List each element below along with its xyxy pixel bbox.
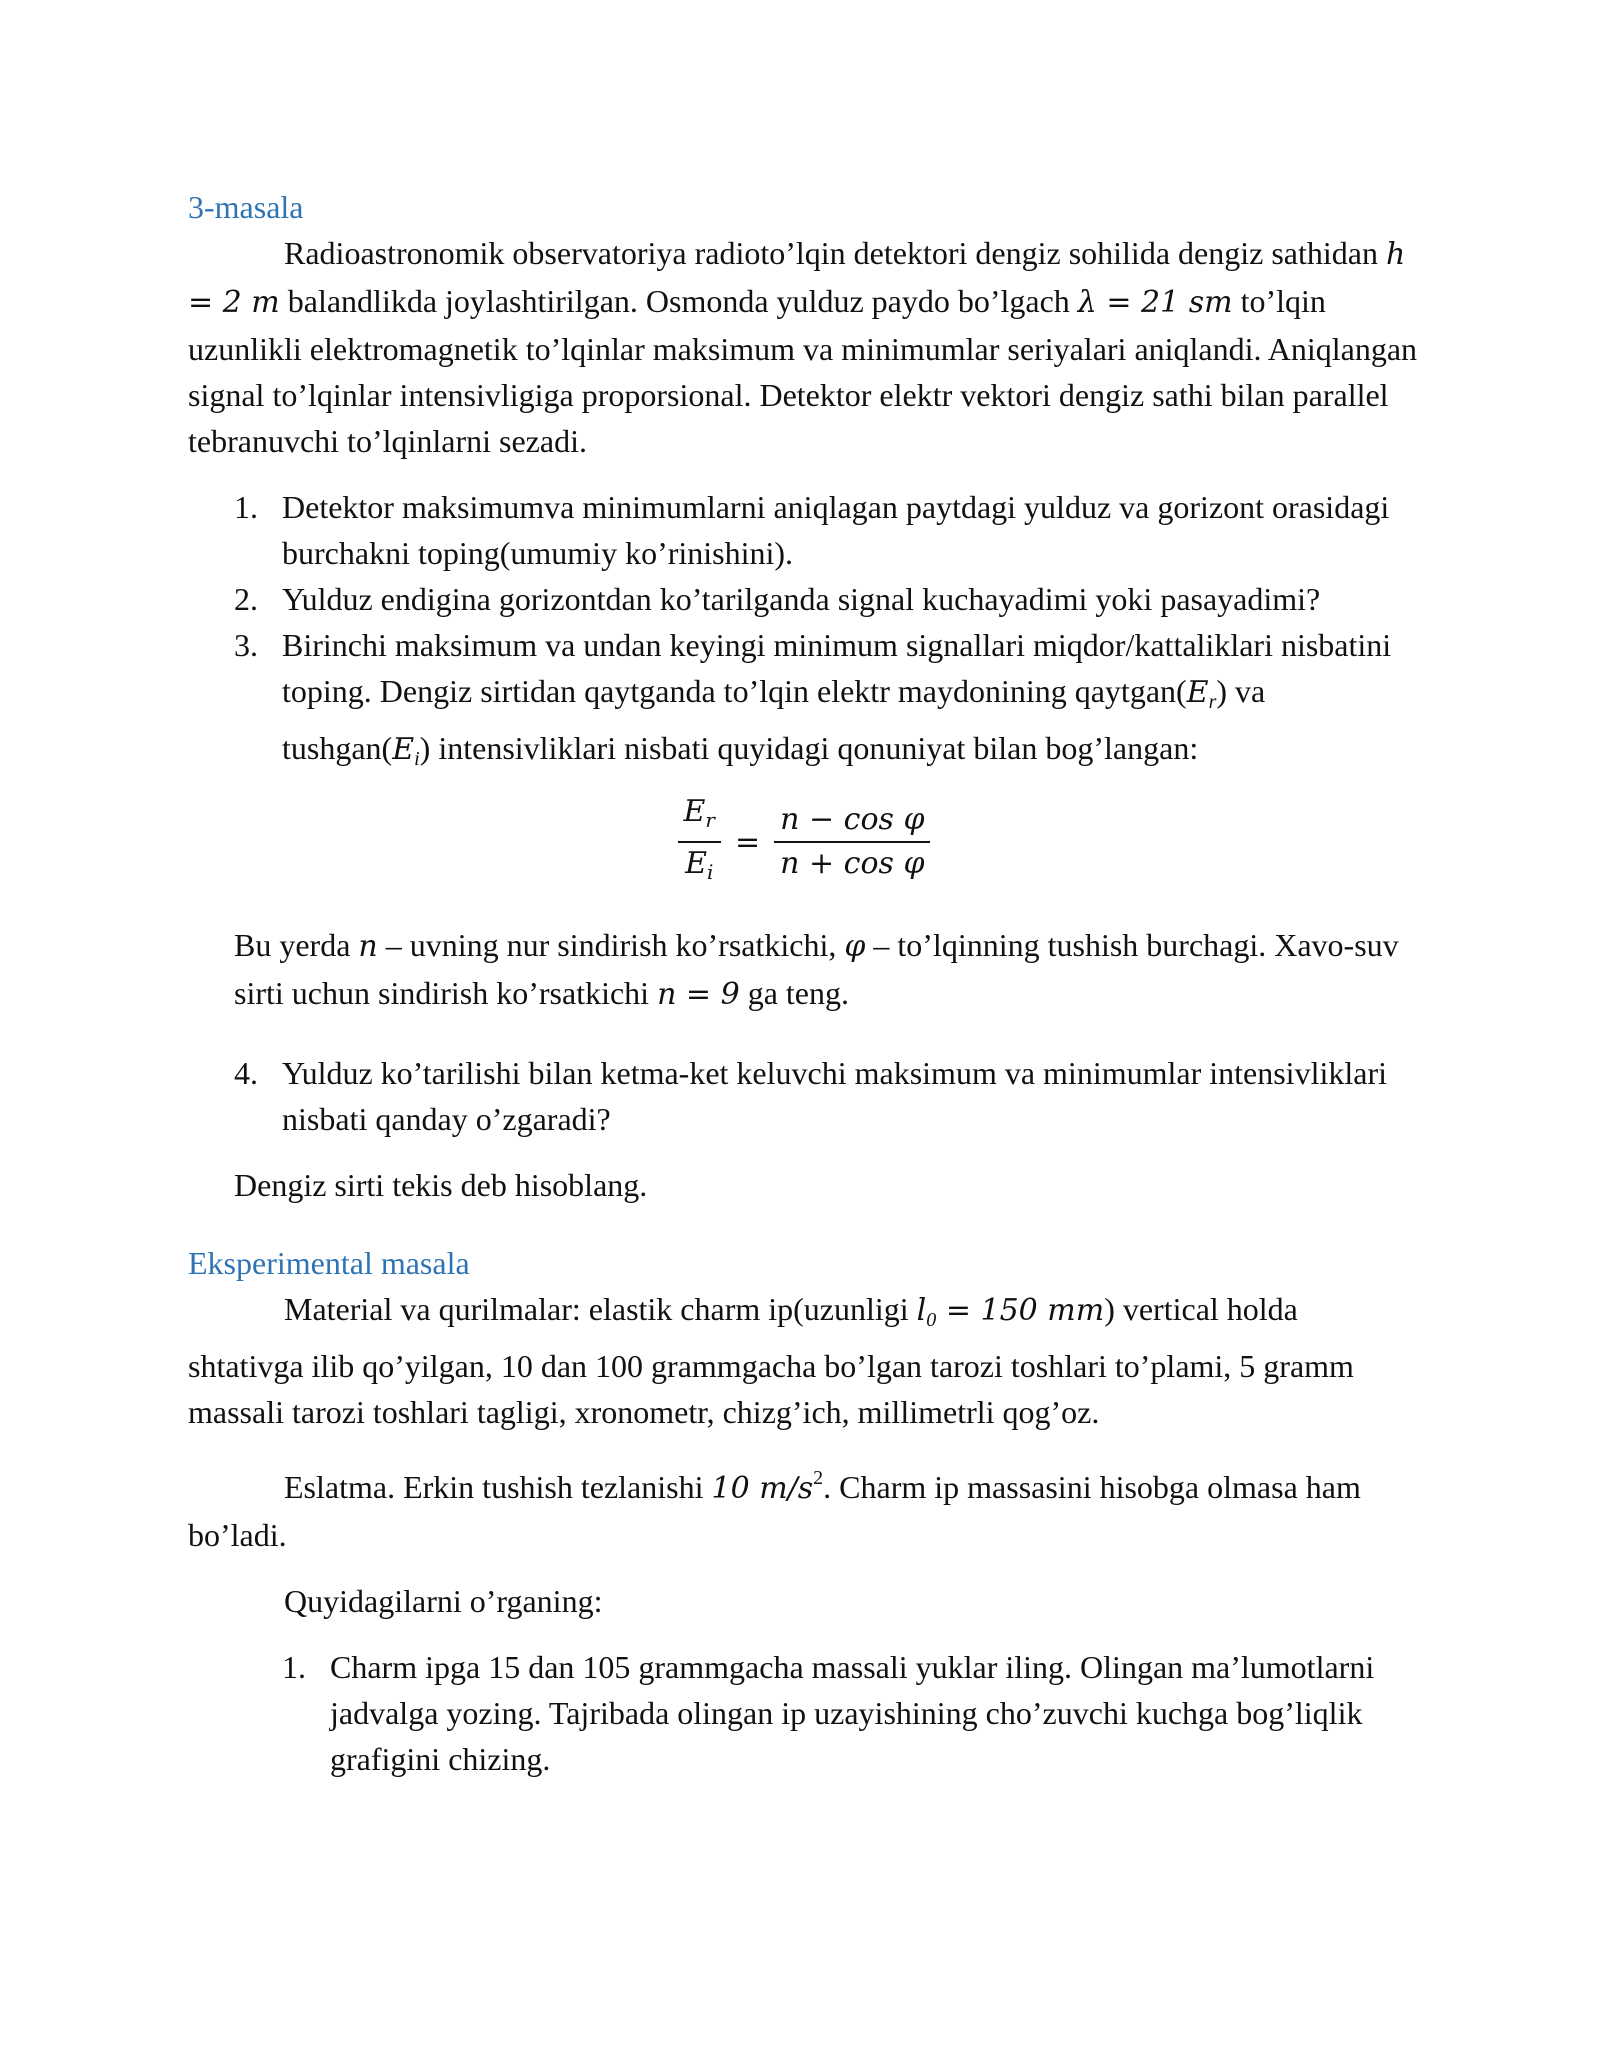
item3-text-b: ) va tushgan( [282,673,1266,766]
length-symbol: l [916,1293,927,1328]
list-item [234,1050,1420,1142]
formula-rhs-denominator: n + cos φ [780,846,925,881]
note-paragraph [188,1455,1420,1558]
list-item-number: 4. [234,1055,258,1091]
note-text-b: . Charm ip massasini hisobga olmasa ham bo’ladi. [188,1469,1361,1553]
question-list [234,484,1420,782]
list-item-text: Charm ipga 15 dan 105 grammgacha massali yuklar iling. Olingan ma’lumotlarni jadvalga yozing. Tajribada olingan ip uzayishining cho’zuvchi kuchga bog’liqlik grafigini chizing. [330,1649,1375,1777]
explanation-text-d: ga teng. [739,975,849,1011]
materials-paragraph [188,1286,1420,1435]
reflected-field-symbol: E [1186,675,1209,710]
document-page [188,184,1420,1782]
problem-intro-paragraph [188,230,1420,464]
section-heading-experimental: Eksperimental masala [188,1245,470,1281]
length-value: = 150 mm [936,1293,1105,1328]
note-text-a: Eslatma. Erkin tushish tezlanishi [284,1469,712,1505]
list-item-text: Yulduz endigina gorizontdan ko’tarilganda signal kuchayadimi yoki pasayadimi? [282,581,1321,617]
explanation-text-c: – to’lqinning tushish burchagi. Xavo-suv sirti uchun sindirish ko’rsatkichi [234,927,1399,1011]
explanation-text-b: – uvning nur sindirish ko’rsatkichi, [377,927,845,963]
study-instruction: Quyidagilarni o’rganing: [284,1583,603,1619]
length-subscript: 0 [926,1309,937,1331]
explanation-text-a: Bu yerda [234,927,359,963]
formula-lhs-denominator-subscript: i [707,860,714,884]
list-item-number: 1. [282,1649,306,1685]
fresnel-formula [188,794,1420,890]
gravity-exponent: 2 [813,1467,824,1489]
refractive-index-value: n = 9 [657,977,740,1012]
formula-rhs-numerator: n − cos φ [780,802,925,837]
reflected-field-subscript: r [1208,691,1217,713]
formula-rhs-fraction [774,799,930,885]
formula-equals-sign: = [734,824,761,860]
list-item-number: 1. [234,489,258,525]
wavelength-equation: λ = 21 sm [1077,285,1233,320]
height-equation: h = 2 m [188,237,1406,320]
formula-explanation [234,922,1420,1018]
formula-lhs-numerator: E [683,794,706,829]
list-item [234,622,1420,782]
incident-field-subscript: i [414,748,420,770]
list-item-text: Detektor maksimumva minimumlarni aniqlagan paytdagi yulduz va gorizont orasidagi burchakni toping(umumiy ko’rinishini). [282,489,1390,571]
question-list-continued [234,1050,1420,1142]
intro-text-b: balandlikda joylashtirilgan. Osmonda yulduz paydo bo’lgach [279,283,1078,319]
incident-field-symbol: E [392,732,415,767]
item3-text-c: ) intensivliklari nisbati quyidagi qonuniyat bilan bog’langan: [419,730,1199,766]
materials-text-b: ) vertical holda shtativga ilib qo’yilgan, 10 dan 100 grammgacha bo’lgan tarozi toshlari to’plami, 5 gramm massali tarozi toshlari tagligi, xronometr, chizg’ich, millimetrli qog’oz. [188,1291,1354,1430]
gravity-value: 10 m/s [711,1471,814,1506]
refractive-index-symbol: n [358,929,378,964]
angle-symbol: φ [844,929,866,964]
formula-lhs-denominator: E [685,846,707,881]
list-item [234,576,1420,622]
experiment-task-list [282,1644,1420,1782]
item3-text-a: Birinchi maksimum va undan keyingi minimum signallari miqdor/kattaliklari nisbatini toping. Dengiz sirtidan qaytganda to’lqin elektr maydonining qaytgan( [282,627,1392,709]
section-heading-problem-3: 3-masala [188,189,304,225]
formula-lhs-fraction [678,791,721,893]
list-item [234,484,1420,576]
list-item-text: Yulduz ko’tarilishi bilan ketma-ket keluvchi maksimum va minimumlar intensivliklari nisbati qanday o’zgaradi? [282,1055,1387,1137]
list-item-number: 3. [234,627,258,663]
list-item-text [282,622,1420,782]
closing-remark: Dengiz sirti tekis deb hisoblang. [234,1167,648,1203]
intro-text-a: Radioastronomik observatoriya radioto’lqin detektori dengiz sohilida dengiz sathidan [284,235,1386,271]
materials-text-a: Material va qurilmalar: elastik charm ip(uzunligi [284,1291,917,1327]
formula-lhs-numerator-subscript: r [705,808,715,832]
intro-text-c: to’lqin uzunlikli elektromagnetik to’lqinlar maksimum va minimumlar seriyalari aniqlandi. Aniqlangan signal to’lqinlar intensivligiga proporsional. Detektor elektr vektori dengiz sathi bilan parallel tebranuvchi to’lqinlarni sezadi. [188,283,1418,459]
list-item [282,1644,1420,1782]
list-item-number: 2. [234,581,258,617]
